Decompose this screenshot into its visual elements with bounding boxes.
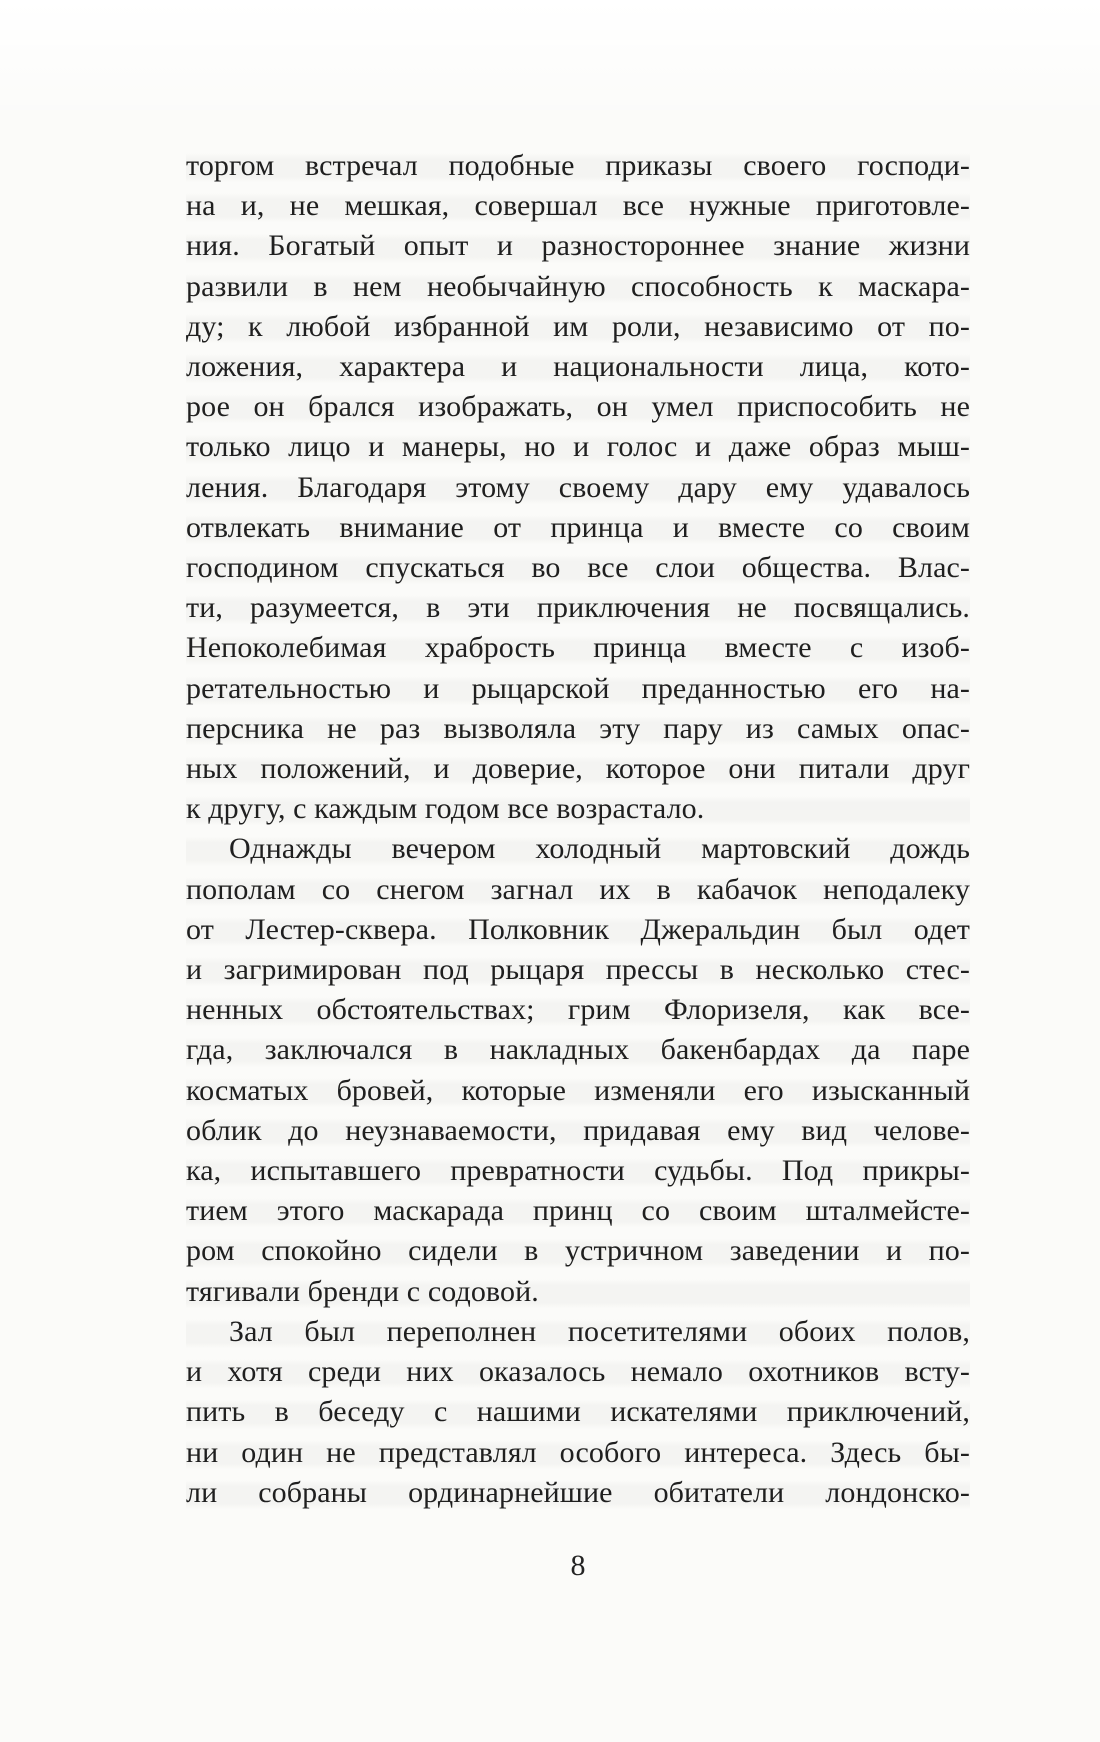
text-line: гда, заключался в накладных бакенбардах да паре [186,1030,970,1070]
text-line: ретательностью и рыцарской преданностью его на- [186,669,970,709]
text-line: господином спускаться во все слои общества. Влас- [186,548,970,588]
text-line: Однажды вечером холодный мартовский дождь [186,829,970,869]
text-line: ложения, характера и национальности лица, кото- [186,347,970,387]
text-line: ненных обстоятельствах; грим Флоризеля, как все- [186,990,970,1030]
text-line: облик до неузнаваемости, придавая ему вид челове- [186,1111,970,1151]
text-line: к другу, с каждым годом все возрастало. [186,789,970,829]
text-line: Зал был переполнен посетителями обоих полов, [186,1312,970,1352]
text-line: и хотя среди них оказалось немало охотников всту- [186,1352,970,1392]
text-line: рое он брался изображать, он умел приспособить не [186,387,970,427]
paragraph [186,829,970,1311]
text-line: пополам со снегом загнал их в кабачок неподалеку [186,870,970,910]
text-line: персника не раз вызволяла эту пару из самых опас- [186,709,970,749]
text-line: ка, испытавшего превратности судьбы. Под прикры- [186,1151,970,1191]
text-line: на и, не мешкая, совершал все нужные приготовле- [186,186,970,226]
text-line: тием этого маскарада принц со своим шталмейсте- [186,1191,970,1231]
text-line: развили в нем необычайную способность к маскара- [186,267,970,307]
text-line: ных положений, и доверие, которое они питали друг [186,749,970,789]
text-line: ления. Благодаря этому своему дару ему удавалось [186,468,970,508]
text-line: пить в беседу с нашими искателями приключений, [186,1392,970,1432]
paragraph [186,1312,970,1513]
text-block [186,146,970,1513]
text-line: ти, разумеется, в эти приключения не посвящались. [186,588,970,628]
text-line: ния. Богатый опыт и разностороннее знание жизни [186,226,970,266]
paragraph [186,146,970,829]
page-number: 8 [570,1548,586,1582]
text-line: тягивали бренди с содовой. [186,1272,970,1312]
text-line: отвлекать внимание от принца и вместе со своим [186,508,970,548]
text-line: ду; к любой избранной им роли, независимо от по- [186,307,970,347]
text-line: от Лестер-сквера. Полковник Джеральдин был одет [186,910,970,950]
text-line: ром спокойно сидели в устричном заведении и по- [186,1231,970,1271]
text-line: косматых бровей, которые изменяли его изысканный [186,1071,970,1111]
text-line: и загримирован под рыцаря прессы в несколько стес- [186,950,970,990]
text-line: торгом встречал подобные приказы своего господи- [186,146,970,186]
text-line: только лицо и манеры, но и голос и даже образ мыш- [186,427,970,467]
text-line: ни один не представлял особого интереса. Здесь бы- [186,1433,970,1473]
text-line: Непоколебимая храбрость принца вместе с изоб- [186,628,970,668]
text-line: ли собраны ординарнейшие обитатели лондонско- [186,1473,970,1513]
